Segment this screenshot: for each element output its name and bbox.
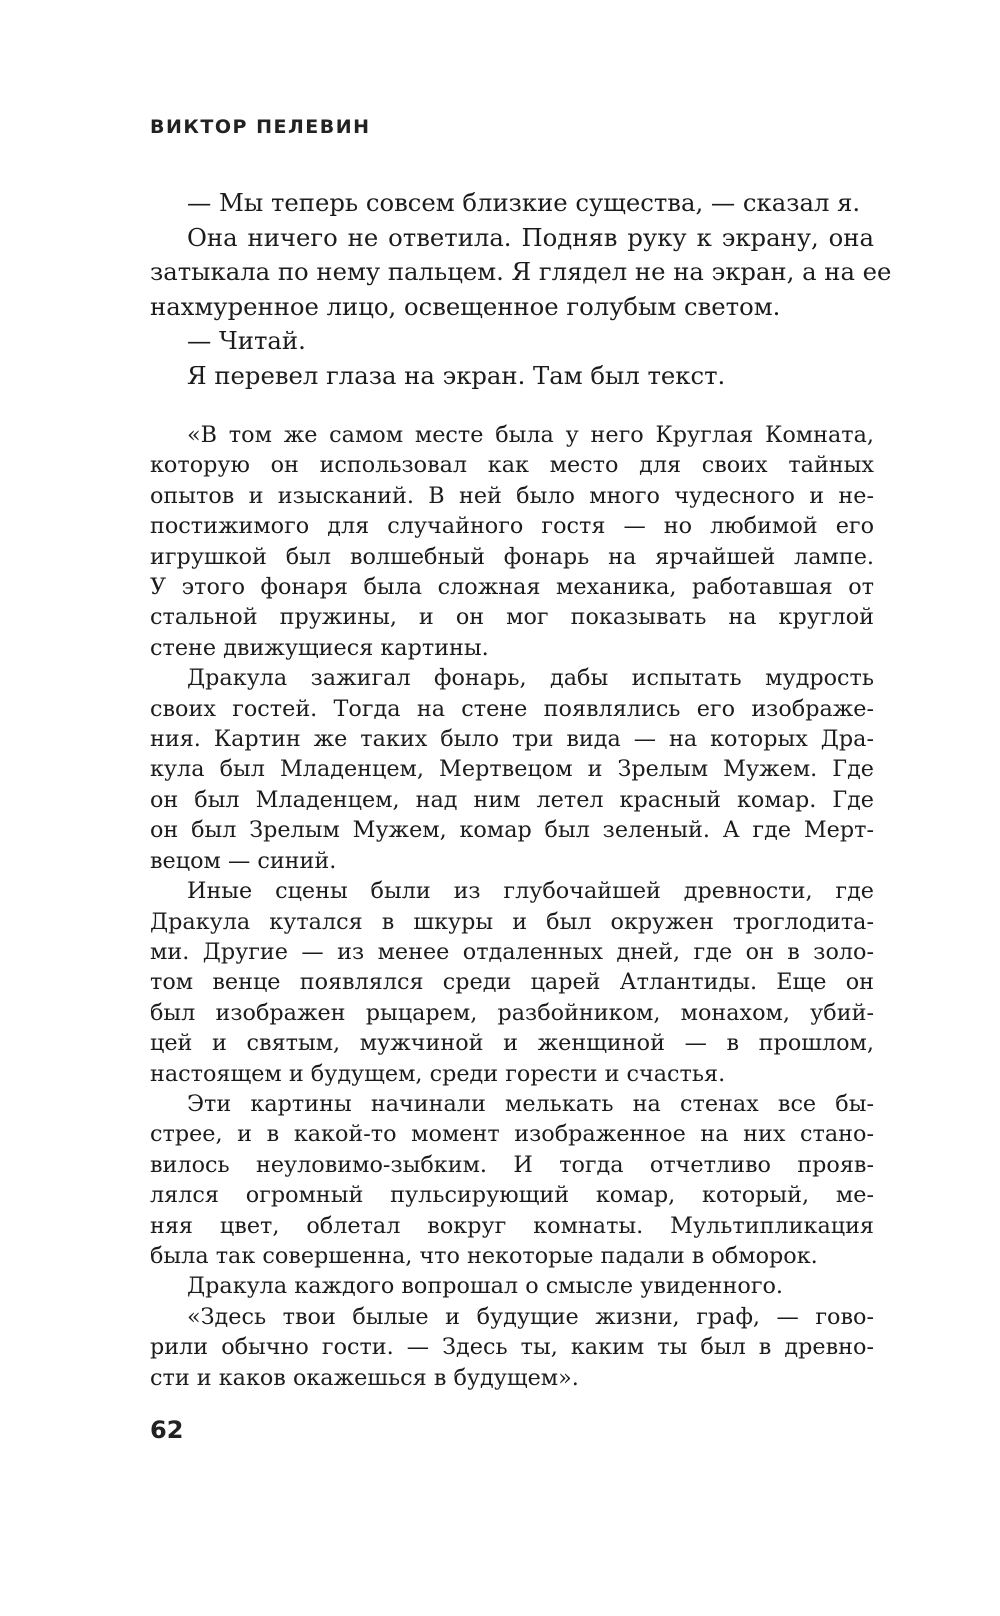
text-line: ния. Картин же таких было три вида — на которых Дра- bbox=[150, 726, 874, 753]
text-line: стене движущиеся картины. bbox=[150, 634, 489, 661]
text-line: том венце появлялся среди царей Атлантиды. Еще он bbox=[150, 969, 874, 996]
text-line: опытов и изысканий. В ней было много чудесного и не- bbox=[150, 482, 874, 509]
text-line: У этого фонаря была сложная механика, работавшая от bbox=[150, 574, 874, 601]
text-line: нахмуренное лицо, освещенное голубым светом. bbox=[150, 291, 781, 321]
text-line: он был Младенцем, над ним летел красный комар. Где bbox=[150, 786, 874, 813]
dialogue-paragraph bbox=[150, 186, 874, 221]
text-line: цей и святым, мужчиной и женщиной — в прошлом, bbox=[150, 1030, 874, 1057]
text-line: была так совершенна, что некоторые падали в обморок. bbox=[150, 1242, 818, 1269]
text-line: стальной пружины, и он мог показывать на круглой bbox=[150, 604, 874, 631]
text-line: был изображен рыцарем, разбойником, монахом, убий- bbox=[150, 999, 874, 1026]
page-number: 62 bbox=[150, 1416, 184, 1444]
text-line: затыкала по нему пальцем. Я глядел не на экран, а на ее bbox=[150, 257, 892, 286]
text-line: своих гостей. Тогда на стене появлялись его изображе- bbox=[150, 695, 874, 722]
quote-paragraph bbox=[150, 663, 874, 876]
text-line: стрее, и в какой-то момент изображенное на них стано- bbox=[150, 1121, 874, 1148]
text-line: вецом — синий. bbox=[150, 847, 337, 874]
quote-paragraph bbox=[150, 420, 874, 663]
dialogue-paragraph bbox=[150, 324, 874, 359]
text-line: ми. Другие — из менее отдаленных дней, где он в золо- bbox=[150, 938, 874, 965]
dialogue-paragraph bbox=[150, 221, 892, 325]
quote-paragraph bbox=[150, 1271, 874, 1301]
text-line: он был Зрелым Мужем, комар был зеленый. А где Мерт- bbox=[150, 817, 874, 844]
text-line: Эти картины начинали мелькать на стенах все бы- bbox=[187, 1090, 874, 1117]
text-line: — Читай. bbox=[187, 326, 306, 355]
quoted-text-block bbox=[150, 420, 874, 1393]
text-line: няя цвет, облетал вокруг комнаты. Мультипликация bbox=[150, 1212, 874, 1239]
text-line: Дракула зажигал фонарь, дабы испытать мудрость bbox=[187, 665, 874, 692]
text-line: лялся огромный пульсирующий комар, который, ме- bbox=[150, 1182, 874, 1209]
text-line: Дракула кутался в шкуры и был окружен троглодита- bbox=[150, 908, 874, 935]
text-line: кула был Младенцем, Мертвецом и Зрелым Мужем. Где bbox=[150, 756, 874, 783]
text-line: «Здесь твои былые и будущие жизни, граф, — гово- bbox=[187, 1303, 874, 1330]
text-line: «В том же самом месте была у него Круглая Комната, bbox=[187, 422, 874, 448]
text-line: Дракула каждого вопрошал о смысле увиденного. bbox=[187, 1273, 784, 1300]
text-line: рили обычно гости. — Здесь ты, каким ты был в древно- bbox=[150, 1334, 874, 1361]
dialogue-block bbox=[150, 186, 892, 393]
quote-paragraph bbox=[150, 1089, 874, 1271]
text-line: настоящем и будущем, среди горести и счастья. bbox=[150, 1060, 726, 1087]
running-head-author: ВИКТОР ПЕЛЕВИН bbox=[150, 116, 371, 138]
text-line: постижимого для случайного гостя — но любимой его bbox=[150, 513, 874, 540]
text-line: которую он использовал как место для своих тайных bbox=[150, 452, 874, 479]
quote-paragraph bbox=[150, 876, 874, 1089]
text-line: игрушкой был волшебный фонарь на ярчайшей лампе. bbox=[150, 543, 874, 570]
text-line: Иные сцены были из глубочайшей древности, где bbox=[187, 878, 874, 905]
dialogue-paragraph bbox=[150, 359, 874, 394]
text-line: — Мы теперь совсем близкие существа, — сказал я. bbox=[187, 188, 861, 217]
text-line: Она ничего не ответила. Подняв руку к экрану, она bbox=[187, 222, 874, 252]
text-line: Я перевел глаза на экран. Там был текст. bbox=[187, 360, 726, 390]
text-line: вилось неуловимо-зыбким. И тогда отчетливо прояв- bbox=[150, 1151, 874, 1178]
quote-paragraph bbox=[150, 1302, 874, 1393]
text-line: сти и каков окажешься в будущем». bbox=[150, 1364, 579, 1391]
